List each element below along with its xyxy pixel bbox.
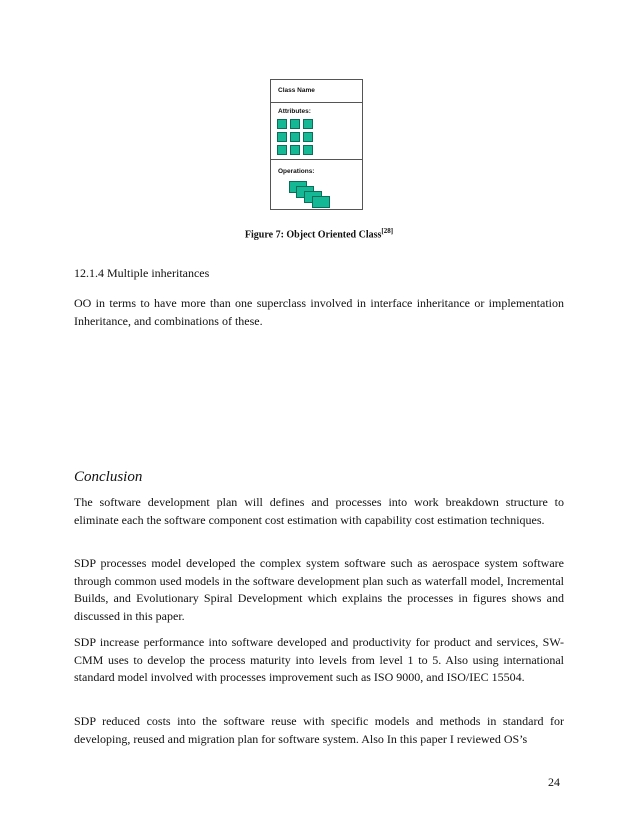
- attribute-square: [303, 119, 313, 129]
- attribute-square: [303, 132, 313, 142]
- attribute-square: [290, 119, 300, 129]
- conclusion-paragraph: SDP processes model developed the complex system software such as aerospace system software through common used models in the software development plan such as waterfall model, Incremental Builds, and Evolutionary Spiral Development which explains the processes in figures shows and discussed in this paper.: [74, 556, 564, 623]
- conclusion-heading: Conclusion: [74, 469, 143, 485]
- conclusion-paragraph: The software development plan will defines and processes into work breakdown structure to eliminate each the software component cost estimation with capability cost estimation techniques.: [74, 495, 564, 527]
- attribute-square: [277, 132, 287, 142]
- section-title: 12.1.4 Multiple inheritances: [74, 266, 210, 280]
- operation-card: [312, 196, 330, 208]
- attribute-square: [303, 145, 313, 155]
- page-number: 24: [548, 775, 560, 789]
- caption-citation: [28]: [381, 227, 394, 235]
- operations-section: [271, 160, 362, 210]
- attribute-square: [277, 145, 287, 155]
- attribute-square: [290, 145, 300, 155]
- attributes-label: Attributes:: [278, 108, 311, 115]
- attribute-square: [290, 132, 300, 142]
- caption-text: Figure 7: Object Oriented Class: [244, 229, 382, 241]
- conclusion-paragraph: SDP reduced costs into the software reuse with specific models and methods in standard for developing, reused and migration plan for software system. Also In this paper I reviewed OS’s: [74, 714, 564, 746]
- figure-caption: [0, 227, 638, 240]
- class-name-section: [271, 80, 362, 103]
- attributes-section: [271, 102, 362, 160]
- attribute-square: [277, 119, 287, 129]
- operations-label: Operations:: [278, 168, 315, 175]
- class-name-label: Class Name: [278, 87, 315, 94]
- conclusion-paragraph: SDP increase performance into software developed and productivity for product and services, SW-CMM uses to develop the process maturity into levels from level 1 to 5. Also using international standard model involved with processes improvement such as ISO 9000, and ISO/IEC 15504.: [74, 635, 564, 684]
- section-body: OO in terms to have more than one superclass involved in interface inheritance or implementation Inheritance, and combinations of these.: [74, 296, 564, 328]
- uml-class-diagram: [270, 79, 363, 210]
